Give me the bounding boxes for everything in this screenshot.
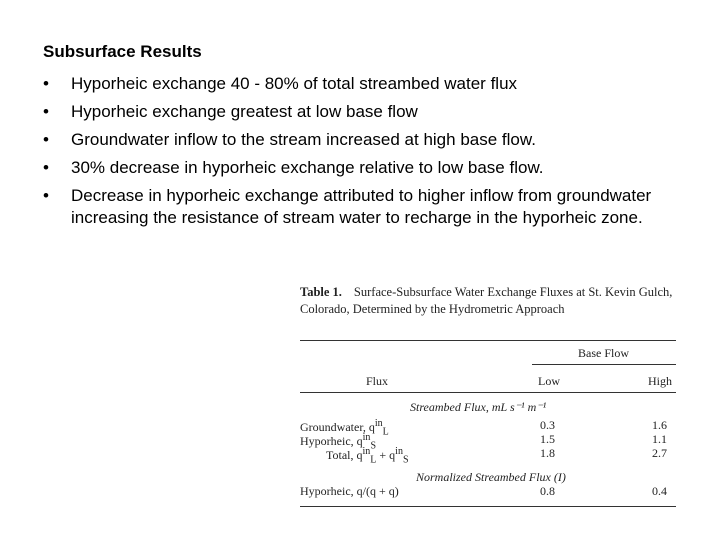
row-label-extra: + q <box>376 448 396 462</box>
row-label-sub: L <box>382 426 389 438</box>
row-label-sub: L <box>370 454 377 466</box>
col-header-low: Low <box>538 374 560 388</box>
bullet-text: 30% decrease in hyporheic exchange relative to low base flow. <box>71 158 544 177</box>
table-top-rule <box>300 340 676 341</box>
row-normalized-high: 0.4 <box>652 484 667 498</box>
row-total-high: 2.7 <box>652 446 667 460</box>
table-caption <box>300 284 676 318</box>
row-hyporheic-low: 1.5 <box>540 432 555 446</box>
table-bottom-rule <box>300 506 676 507</box>
row-label-sub: S <box>370 440 376 452</box>
table-caption-number: Table 1. <box>300 285 342 299</box>
bullet-item <box>43 73 703 95</box>
col-header-high: High <box>648 374 672 388</box>
slide-heading: Subsurface Results <box>43 42 202 61</box>
bullet-text: Hyporheic exchange 40 - 80% of total streambed water flux <box>71 74 518 93</box>
row-label-sup: in <box>362 446 371 457</box>
row-groundwater-low: 0.3 <box>540 418 555 432</box>
bullet-dot: • <box>43 186 49 205</box>
row-label-sup: in <box>374 418 383 429</box>
bullet-item <box>43 101 703 123</box>
row-groundwater-high: 1.6 <box>652 418 667 432</box>
bullet-item <box>43 157 703 179</box>
row-hyporheic-high: 1.1 <box>652 432 667 446</box>
row-normalized-low: 0.8 <box>540 484 555 498</box>
header-bottom-rule <box>300 392 676 393</box>
bullet-text: Hyporheic exchange greatest at low base flow <box>71 102 418 121</box>
row-label-formula: /(q + q) <box>362 484 399 498</box>
section-streambed-flux: Streambed Flux, mL s⁻¹ m⁻¹ <box>410 400 547 414</box>
row-label-extra-sup: in <box>395 446 403 457</box>
table-group-header: Base Flow <box>578 346 629 360</box>
bullet-dot: • <box>43 102 49 121</box>
bullet-text: Groundwater inflow to the stream increased at high base flow. <box>71 130 536 149</box>
row-label-text: Groundwater, q <box>300 420 375 434</box>
bullet-item <box>43 129 703 151</box>
bullet-list <box>43 73 703 235</box>
bullet-text: Decrease in hyporheic exchange attributed to higher inflow from groundwater increasing the resistance of stream water to recharge in the hyporheic zone. <box>71 186 652 227</box>
row-label-sup: in <box>362 432 371 443</box>
bullet-dot: • <box>43 158 49 177</box>
row-total-low: 1.8 <box>540 446 555 460</box>
group-header-rule <box>532 364 676 365</box>
row-label-extra-sub: S <box>402 454 409 466</box>
row-normalized-label <box>300 484 399 499</box>
bullet-dot: • <box>43 130 49 149</box>
row-label-text: Hyporheic, q <box>300 434 363 448</box>
row-total-label <box>326 446 409 465</box>
bullet-dot: • <box>43 74 49 93</box>
row-label-text: Hyporheic, q <box>300 484 363 498</box>
table-caption-text: Surface-Subsurface Water Exchange Fluxes at St. Kevin Gulch, Colorado, Determined by the Hydrometric Approach <box>300 285 673 316</box>
col-header-flux: Flux <box>366 374 389 388</box>
flux-table <box>300 284 676 498</box>
bullet-item <box>43 185 703 229</box>
section-normalized-flux: Normalized Streambed Flux (I) <box>416 470 566 484</box>
row-label-text: Total, q <box>326 448 363 462</box>
